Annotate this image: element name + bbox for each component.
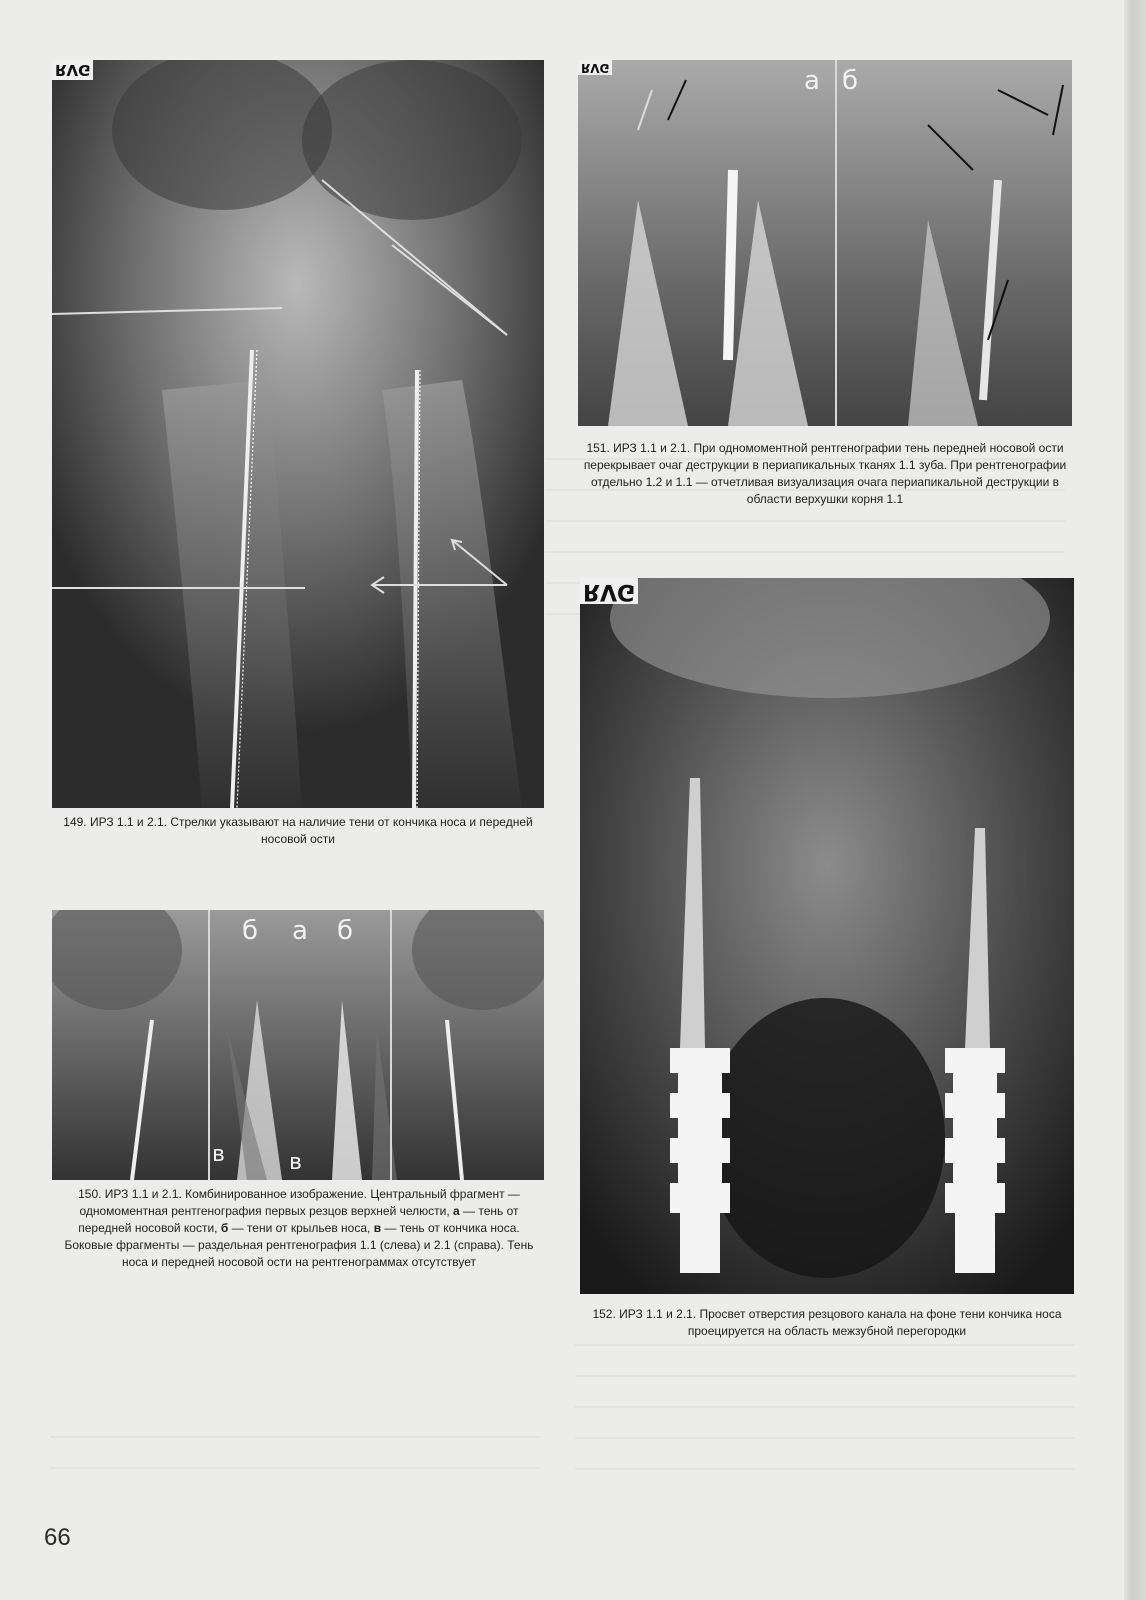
figure-152-radiograph <box>580 578 1074 1294</box>
figure-150-radiograph <box>52 910 544 1180</box>
rvg-logo: RVG <box>578 60 612 75</box>
rvg-logo: RVG <box>580 578 638 604</box>
fragment-separator-right <box>390 910 392 1180</box>
fragment-separator-left <box>208 910 210 1180</box>
figure-151-radiograph <box>578 60 1072 426</box>
bleed-through-text-bottom-left <box>50 1410 540 1480</box>
label-b: б <box>842 66 859 96</box>
label-v-right: в <box>289 1150 302 1175</box>
label-v-left: в <box>212 1142 225 1167</box>
figure-150-caption: 150. ИРЗ 1.1 и 2.1. Комбинированное изображение. Центральный фрагмент — одномоментная рентгенография первых резцов верхней челюсти, а — тень от передней носовой кости, б — тени от крыльев носа, в — тень от кончика носа. Боковые фрагменты — раздельная рентгенография 1.1 (слева) и 2.1 (справа). Тень носа и передней носовой ости на рентгенограммах отсутствует <box>64 1187 534 1269</box>
label-a: а <box>292 916 308 946</box>
rvg-logo: RVG <box>52 60 93 80</box>
figure-151-caption: 151. ИРЗ 1.1 и 2.1. При одномоментной рентгенографии тень передней носовой ости перекрывает очаг деструкции в периапикальных тканях 1.1 зуба. При рентгенографии отдельно 1.2 и 1.1 — отчетливая визуализация очага периапикальной деструкции в области верхушки корня 1.1 <box>583 441 1067 506</box>
label-a: а <box>804 66 820 96</box>
label-b-right: б <box>337 916 354 946</box>
fragment-separator <box>835 60 837 426</box>
page-edge-shadow <box>1124 0 1146 1600</box>
figure-152-caption: 152. ИРЗ 1.1 и 2.1. Просвет отверстия резцового канала на фоне тени кончика носа проецируется на область межзубной перегородки <box>592 1307 1062 1338</box>
page-number: 66 <box>44 1524 71 1551</box>
figure-149-radiograph <box>52 60 544 808</box>
label-b-left: б <box>242 916 259 946</box>
figure-149-caption: 149. ИРЗ 1.1 и 2.1. Стрелки указывают на наличие тени от кончика носа и передней носовой ости <box>63 815 533 846</box>
bleed-through-text-bottom-right <box>575 1318 1075 1488</box>
